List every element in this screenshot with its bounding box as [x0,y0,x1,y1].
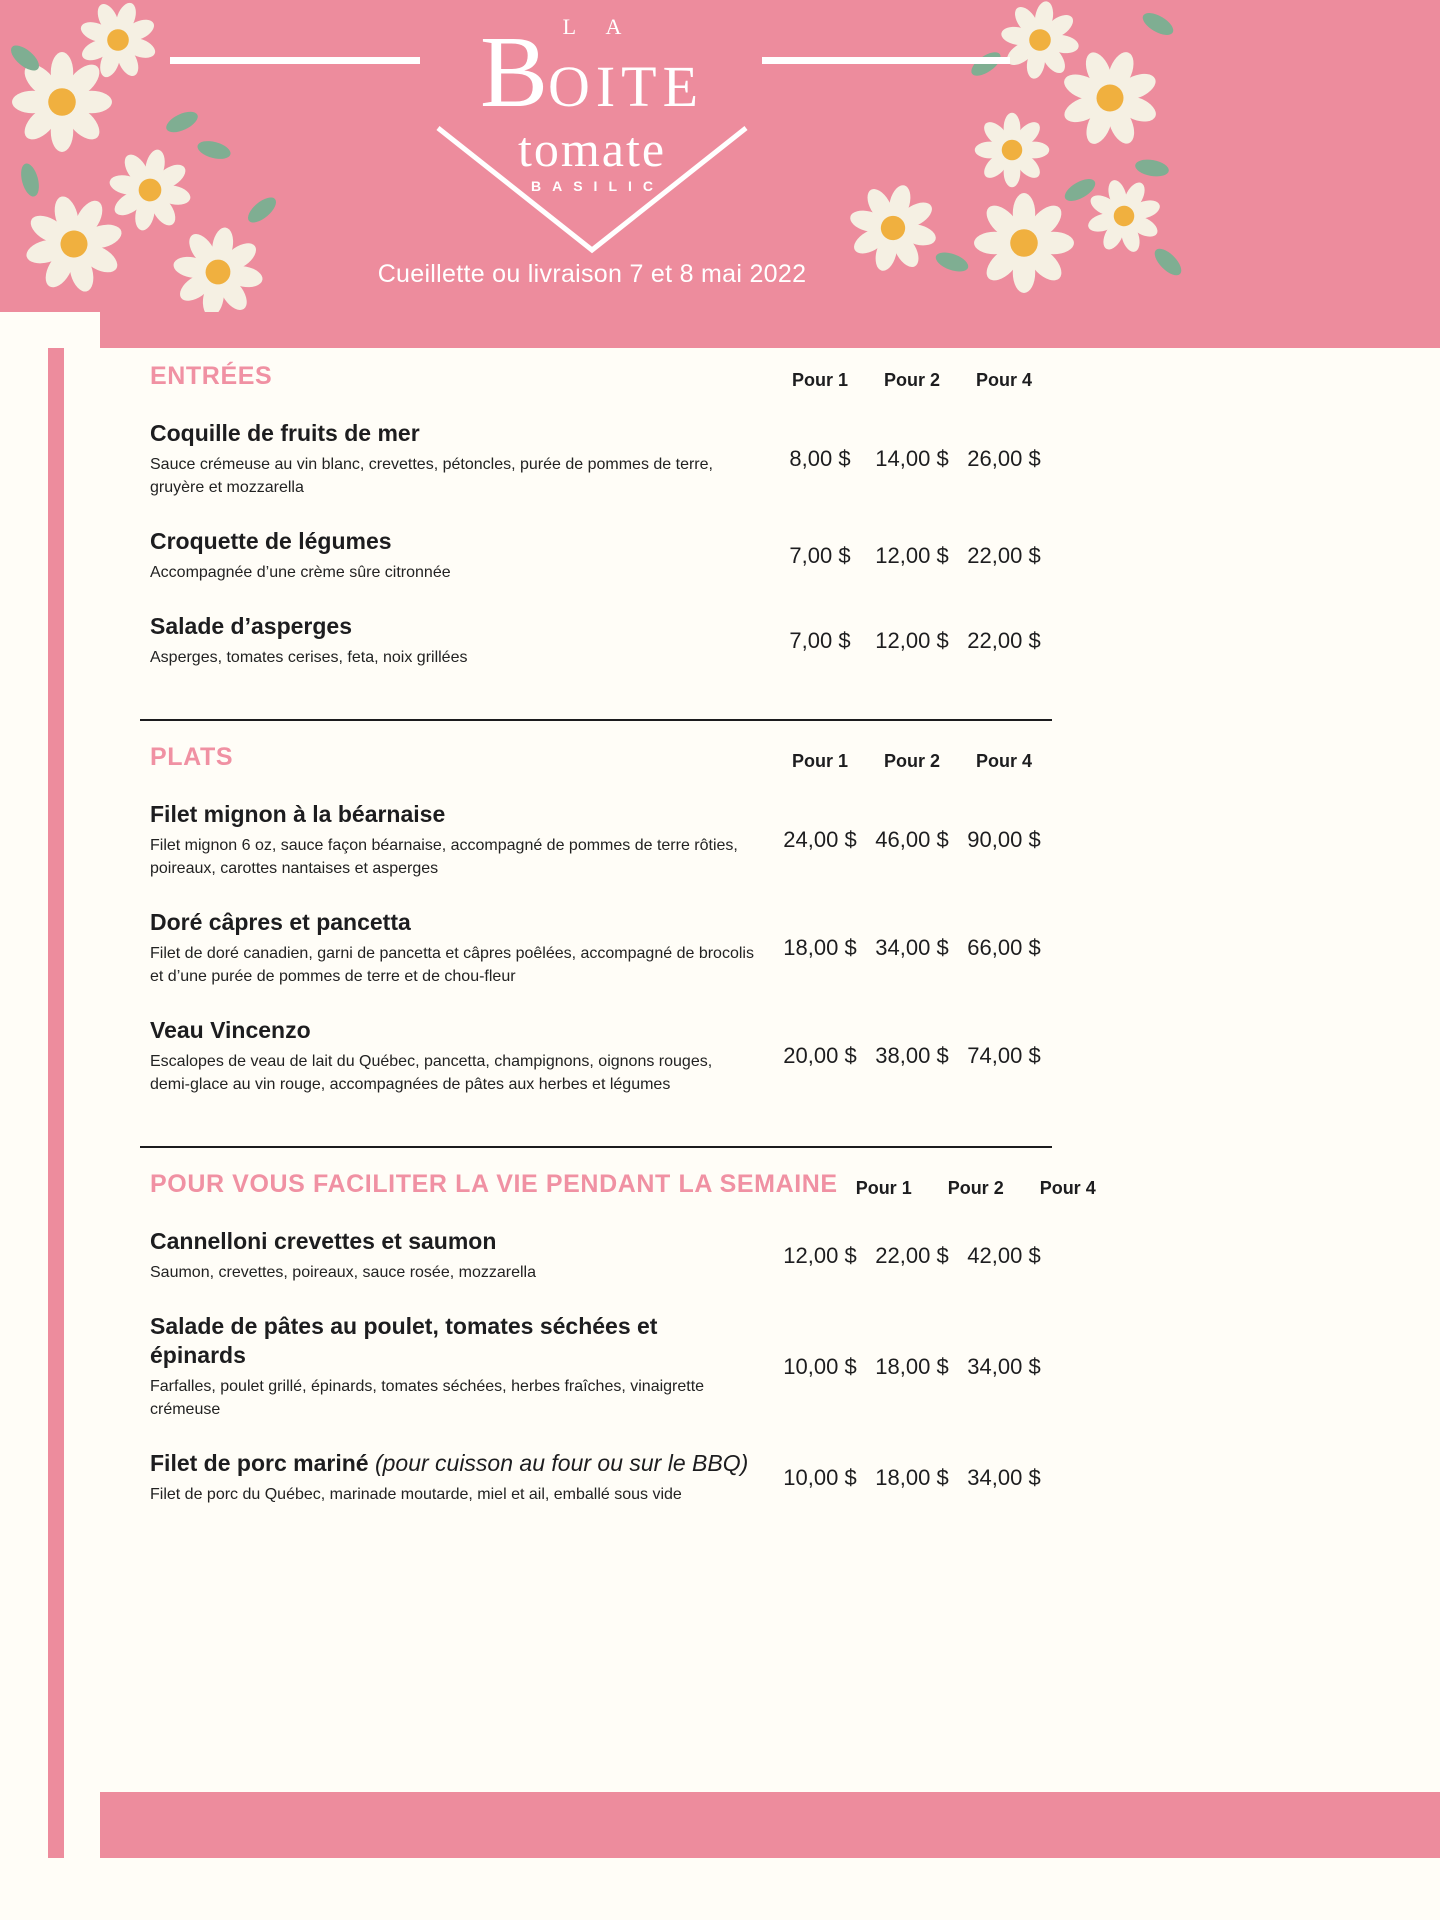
section-plats [150,729,1050,1096]
menu-item [150,1312,1050,1421]
frame-strip-bottom [100,1792,1440,1858]
frame-strip-top-right [100,312,1440,348]
item-desc: Filet de doré canadien, garni de pancetta et câpres poêlées, accompagné de brocolis et d’une purée de pommes de terre et de chou-fleur [150,944,754,986]
item-desc: Accompagnée d’une crème sûre citronnée [150,563,451,581]
item-desc: Farfalles, poulet grillé, épinards, tomates séchées, herbes fraîches, vinaigrette crémeuse [150,1377,705,1418]
item-name: Salade d’asperges [150,613,352,640]
brand-top-initials: L A [562,14,635,39]
section-divider [140,719,1052,721]
price-pour-2: 18,00 $ [875,1353,949,1379]
price-pour-1: 20,00 $ [783,1043,857,1069]
price-pour-2: 22,00 $ [875,1242,949,1268]
column-header-pour-1: Pour 1 [855,1178,912,1199]
price-pour-4: 22,00 $ [967,542,1041,568]
menu-content [150,348,1096,1506]
section-header [150,729,1050,772]
brand-subtitle: BASILIC [531,178,664,194]
column-header-pour-1: Pour 1 [791,370,848,390]
brand-big-letter: B [479,16,548,129]
price-pour-1: 7,00 $ [789,627,851,653]
menu-item [150,1449,1050,1506]
price-pour-2: 46,00 $ [875,827,949,853]
item-name: Coquille de fruits de mer [150,420,420,446]
price-pour-4: 74,00 $ [967,1043,1041,1069]
section-title: ENTRÉES [150,362,273,390]
item-name: Doré câpres et pancetta [150,909,411,936]
price-pour-4: 90,00 $ [967,827,1041,853]
item-name: Cannelloni crevettes et saumon [150,1228,497,1255]
price-pour-1: 10,00 $ [783,1353,857,1379]
menu-item [150,419,1050,499]
price-pour-1: 18,00 $ [783,935,857,961]
item-desc: Filet mignon 6 oz, sauce façon béarnaise, accompagné de pommes de terre rôties, poireaux, carottes nantaises et asperges [150,836,738,877]
price-pour-4: 22,00 $ [967,627,1041,653]
price-pour-2: 12,00 $ [875,627,949,653]
daisy-icon [7,177,141,311]
column-header-pour-4: Pour 4 [975,751,1032,771]
price-pour-1: 7,00 $ [789,542,851,568]
menu-item [150,908,1050,988]
menu-item [150,527,1050,584]
column-header-pour-4: Pour 4 [1039,1178,1096,1199]
section-header [150,1156,1096,1199]
pickup-delivery-tagline: Cueillette ou livraison 7 et 8 mai 2022 [377,260,807,288]
price-pour-2: 12,00 $ [875,542,949,568]
section-entrees [150,348,1050,669]
column-header-pour-2: Pour 2 [883,751,940,771]
price-pour-4: 42,00 $ [967,1242,1041,1268]
item-name: Veau Vincenzo [150,1017,311,1044]
price-pour-4: 26,00 $ [967,446,1041,472]
menu-item [150,1227,1050,1284]
brand-script: tomate [517,121,667,177]
leaf-icon [244,193,280,227]
brand-wordmark [0,16,1184,129]
price-pour-1: 8,00 $ [789,446,851,472]
price-pour-1: 10,00 $ [783,1464,857,1490]
frame-stripe-left [48,348,64,1858]
column-header-pour-4: Pour 4 [975,370,1032,390]
menu-item [150,612,1050,669]
price-pour-1: 12,00 $ [783,1242,857,1268]
price-pour-2: 14,00 $ [875,446,949,472]
item-desc: Sauce crémeuse au vin blanc, crevettes, pétoncles, purée de pommes de terre, gruyère et mozzarella [150,455,713,496]
section-header [150,348,1050,391]
menu-item [150,800,1050,880]
price-pour-1: 24,00 $ [783,827,857,853]
column-header-pour-1: Pour 1 [791,751,848,771]
item-name-note: (pour cuisson au four ou sur le BBQ) [368,1450,749,1477]
section-divider [140,1146,1052,1148]
item-desc: Saumon, crevettes, poireaux, sauce rosée, mozzarella [150,1264,536,1282]
item-name: Filet mignon à la béarnaise [150,801,446,827]
item-name: Filet de porc mariné (pour cuisson au four ou sur le BBQ) [150,1450,749,1477]
price-pour-4: 34,00 $ [967,1353,1041,1379]
price-pour-4: 34,00 $ [967,1464,1041,1490]
item-name: Salade de pâtes au poulet, tomates séchées et épinards [150,1313,658,1369]
item-desc: Filet de porc du Québec, marinade moutarde, miel et ail, emballé sous vide [150,1485,682,1503]
section-title: PLATS [150,743,234,771]
price-pour-4: 66,00 $ [967,935,1041,961]
menu-header [0,0,1440,312]
price-pour-2: 34,00 $ [875,935,949,961]
section-title: POUR VOUS FACILITER LA VIE PENDANT LA SEMAINE [150,1170,838,1199]
item-desc: Asperges, tomates cerises, feta, noix grillées [150,648,468,666]
column-header-pour-2: Pour 2 [883,370,940,390]
brand-rest: OITE [547,54,705,119]
item-desc: Escalopes de veau de lait du Québec, pancetta, champignons, oignons rouges, demi-glace au vin rouge, accompagnées de pâtes aux herbes et légumes [150,1053,713,1094]
price-pour-2: 18,00 $ [875,1464,949,1490]
item-name: Croquette de légumes [150,528,392,555]
section-semaine [150,1156,1096,1506]
price-pour-2: 38,00 $ [875,1043,949,1069]
menu-item [150,1016,1050,1096]
column-header-pour-2: Pour 2 [947,1178,1004,1199]
